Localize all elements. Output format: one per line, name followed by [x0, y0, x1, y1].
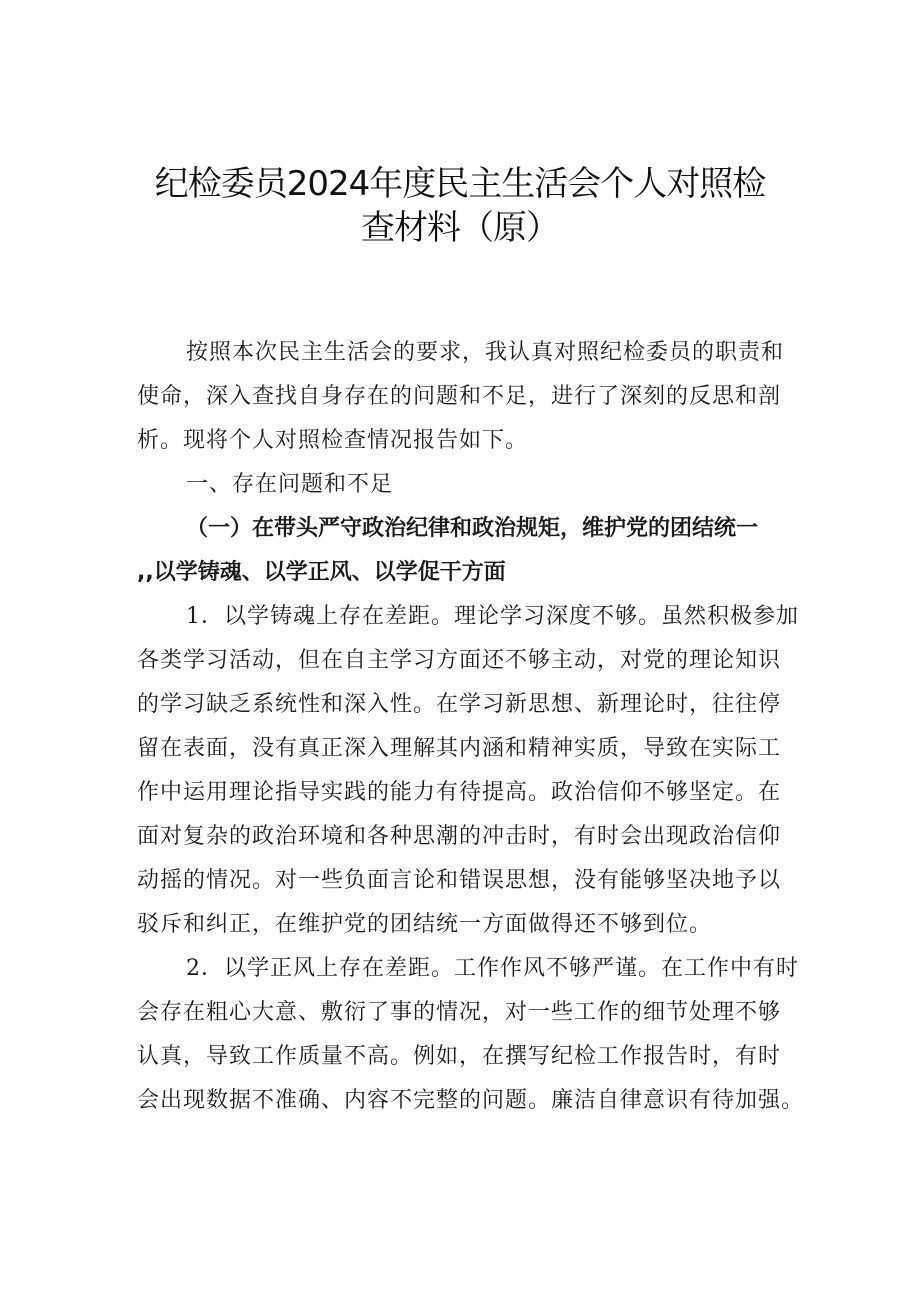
item-2-line: 认真，导致工作质量不高。例如，在撰写纪检工作报告时，有时 [137, 1044, 782, 1069]
item-2-line: 会出现数据不准确、内容不完整的问题。廉洁自律意识有待加强。 [137, 1088, 805, 1113]
intro-line: 析。现将个人对照检查情况报告如下。 [137, 428, 529, 453]
subsection-heading-line: （一）在带头严守政治纪律和政治规矩，维护党的团结统一 [186, 516, 759, 541]
document-title-line-2: 查材料（原） [361, 208, 559, 248]
item-1-line: 面对复杂的政治环境和各种思潮的冲击时，有时会出现政治信仰 [137, 824, 782, 849]
item-1-line: 动摇的情况。对一些负面言论和错误思想，没有能够坚决地予以 [137, 868, 782, 893]
item-2-line: 会存在粗心大意、敷衍了事的情况，对一些工作的细节处理不够 [137, 1000, 782, 1025]
document-title-line-1: 纪检委员2024年度民主生活会个人对照检 [154, 164, 766, 204]
item-1-line: 驳斥和纠正，在维护党的团结统一方面做得还不够到位。 [137, 912, 713, 937]
item-1-line: 的学习缺乏系统性和深入性。在学习新思想、新理论时，往往停 [137, 692, 782, 717]
section-heading: 一、存在问题和不足 [186, 472, 394, 497]
item-1-line: 1．以学铸魂上存在差距。理论学习深度不够。虽然积极参加 [186, 604, 799, 629]
item-1-line: 留在表面，没有真正深入理解其内涵和精神实质，导致在实际工 [137, 736, 782, 761]
item-1-line: 各类学习活动，但在自主学习方面还不够主动，对党的理论知识 [137, 648, 782, 673]
subsection-heading-line: ,,以学铸魂、以学正风、以学促干方面 [137, 560, 506, 585]
intro-line: 使命，深入查找自身存在的问题和不足，进行了深刻的反思和剖 [137, 384, 782, 409]
intro-line: 按照本次民主生活会的要求，我认真对照纪检委员的职责和 [186, 340, 785, 365]
item-2-line: 2．以学正风上存在差距。工作作风不够严谨。在工作中有时 [186, 956, 799, 981]
item-1-line: 作中运用理论指导实践的能力有待提高。政治信仰不够坚定。在 [137, 780, 782, 805]
